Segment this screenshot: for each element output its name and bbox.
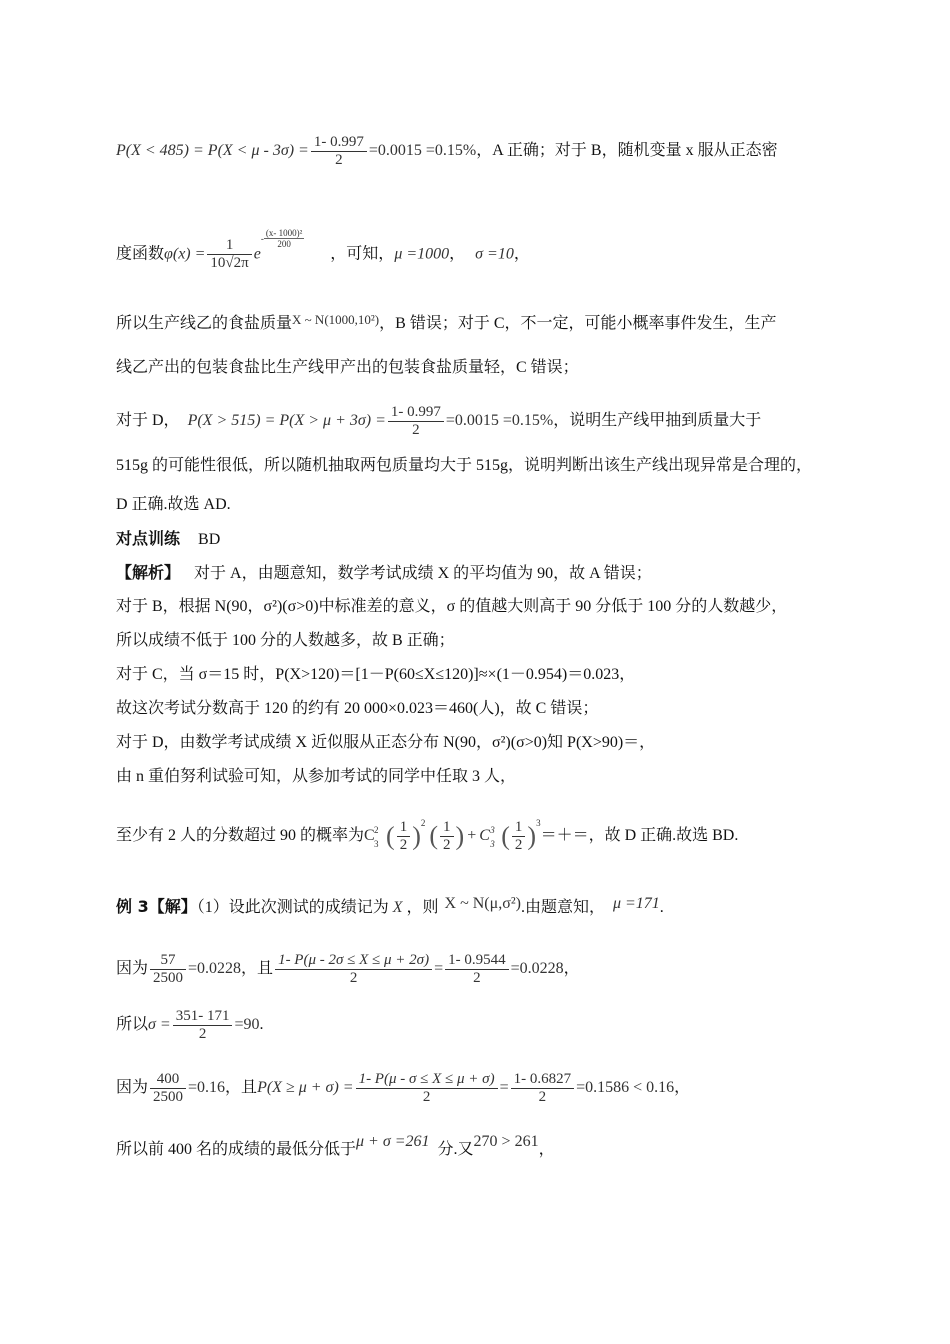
line-14: 对于 D，由数学考试成绩 X 近似服从正态分布 N(90，σ²)(σ>0)知 P(X>90)＝， — [116, 734, 656, 751]
example-label: 例 3【解】 — [116, 897, 197, 916]
line-18: 因为 $\frac{57}{2500}$ =0.0228，且 $\frac{1- P(\mu - 2\sigma \le X \le \mu + 2\sigma)}{2}$ = $\frac{1- 0.9544}{2}$ =0.0228， — [116, 952, 580, 986]
line-17: 例 3【解】（1）设此次测试的成绩记为 X ，则 X ~ N(μ,σ²).由题意知， μ =171. — [116, 895, 664, 916]
formula-p-lt-485: P(X < 485) = P(X < μ - 3σ) = — [116, 142, 309, 160]
sigma-value: σ =10 — [475, 245, 514, 263]
combination-c33: C 3 3 — [479, 825, 495, 849]
line-12: 对于 C，当 σ＝15 时，P(X>120)＝[1－P(60≤X≤120)]≈×(1－0.954)＝0.023， — [116, 666, 636, 683]
mu-value: μ =1000 — [394, 245, 450, 263]
line-3 — [116, 309, 777, 335]
fraction: $\frac{1}{10√2\pi}$ — [207, 237, 251, 272]
fraction: $\frac{1- 0.6827}{2}$ — [511, 1071, 575, 1106]
analysis-tag: 【解析】 — [116, 563, 181, 582]
exp-base: e — [253, 245, 261, 263]
fraction: $\frac{1- 0.9544}{2}$ — [445, 952, 509, 987]
line-11: 所以成绩不低于 100 分的人数越多，故 B 正确； — [116, 632, 455, 649]
line-19: 所以σ = $\frac{351- 171}{2}$ =90. — [116, 1008, 264, 1042]
line-9: 【解析】 对于 A，由题意知，数学考试成绩 X 的平均值为 90，故 A 错误； — [116, 563, 652, 582]
answer: BD — [198, 531, 221, 548]
distribution: X ~ N(1000,10²) — [292, 312, 380, 327]
text: ，B 错误；对于 C，不一定，可能小概率事件发生，生产 — [379, 315, 777, 332]
formula-result: =0.0015 =0.15% — [368, 142, 477, 160]
text: ，可知， — [330, 245, 395, 263]
formula-result: =0.0015 =0.15% — [445, 412, 554, 430]
fraction: $\frac{57}{2500}$ — [150, 952, 186, 987]
fraction: $\frac{1- 0.997}{2}$ — [388, 404, 444, 439]
line-1 — [116, 134, 778, 169]
fraction: $\frac{1- 0.997}{2}$ — [311, 134, 367, 169]
fraction: $\frac{1- P(\mu - \sigma \le X \le \mu + \sigma)}{2}$ — [356, 1071, 498, 1106]
line-5: 对于 D， P(X > 515) = P(X > μ + 3σ) = $\frac{1- 0.997}{2}$ =0.0015 =0.15%，说明生产线甲抽到质量大于 — [116, 404, 762, 438]
fraction: $\frac{1- P(\mu - 2\sigma \le X \le \mu + 2\sigma)}{2}$ — [275, 952, 432, 987]
distribution: X ~ N(μ,σ²) — [444, 895, 521, 912]
fraction-half: $\frac{1}{2}$ — [512, 819, 526, 854]
line-13: 故这次考试分数高于 120 的约有 20 000×0.023＝460(人)，故 C 错误； — [116, 700, 599, 717]
phi-label: φ(x) = — [164, 245, 206, 263]
line-7: D 正确.故选 AD. — [116, 496, 231, 513]
fraction: $\frac{351- 171}{2}$ — [173, 1008, 233, 1043]
line-20: 因为 $\frac{400}{2500}$ =0.16，且P(X ≥ μ + σ) = $\frac{1- P(\mu - \sigma \le X \le \mu + \sigma)}{2}$ = $\frac{1- 0.6827}{2}$ =0.1586 < 0.16， — [116, 1071, 691, 1105]
line-21: 所以前 400 名的成绩的最低分低于μ + σ =261 分.又270 > 261， — [116, 1133, 555, 1158]
line-2: 度函数φ(x) = $\frac{1}{10√2\pi}$ e- $\frac{\text{(x- 1000)²}}{200}$ ，可知，μ =1000， σ =10， — [116, 228, 530, 272]
formula-p-gt-515: P(X > 515) = P(X > μ + 3σ) = — [187, 412, 386, 430]
line-15: 由 n 重伯努利试验可知，从参加考试的同学中任取 3 人， — [116, 768, 517, 785]
fraction: $\frac{400}{2500}$ — [150, 1071, 186, 1106]
line-8 — [116, 528, 220, 551]
line-10: 对于 B，根据 N(90，σ²)(σ>0)中标准差的意义，σ 的值越大则高于 90 分低于 100 分的人数越少， — [116, 598, 788, 615]
text: 度函数 — [116, 245, 165, 263]
line-4: 线乙产出的包装食盐比生产线甲产出的包装食盐质量轻，C 错误； — [116, 359, 579, 376]
exponent: - $\frac{\text{(x- 1000)²}}{200}$ — [260, 228, 303, 249]
text: 所以生产线乙的食盐质量 — [116, 315, 293, 332]
line-16: 至少有 2 人的分数超过 90 的概率为C 2 3 ( $\frac{1}{2}$ )$^2$ ( $\frac{1}{2}$ ) + C 3 3 ( $\frac{1}{2}$ )$^3$＝＋＝，故 D 正确.故选 BD. — [116, 818, 739, 853]
line-6: 515g 的可能性很低，所以随机抽取两包质量均大于 515g，说明判断出该生产线出现异常是合理的， — [116, 457, 813, 474]
section-title: 对点训练 — [116, 529, 181, 548]
fraction-half: $\frac{1}{2}$ — [397, 819, 411, 854]
fraction-half: $\frac{1}{2}$ — [440, 819, 454, 854]
combination-c32: C 2 3 — [364, 825, 379, 849]
text: ，A 正确；对于 B，随机变量 x 服从正态密 — [476, 142, 778, 160]
